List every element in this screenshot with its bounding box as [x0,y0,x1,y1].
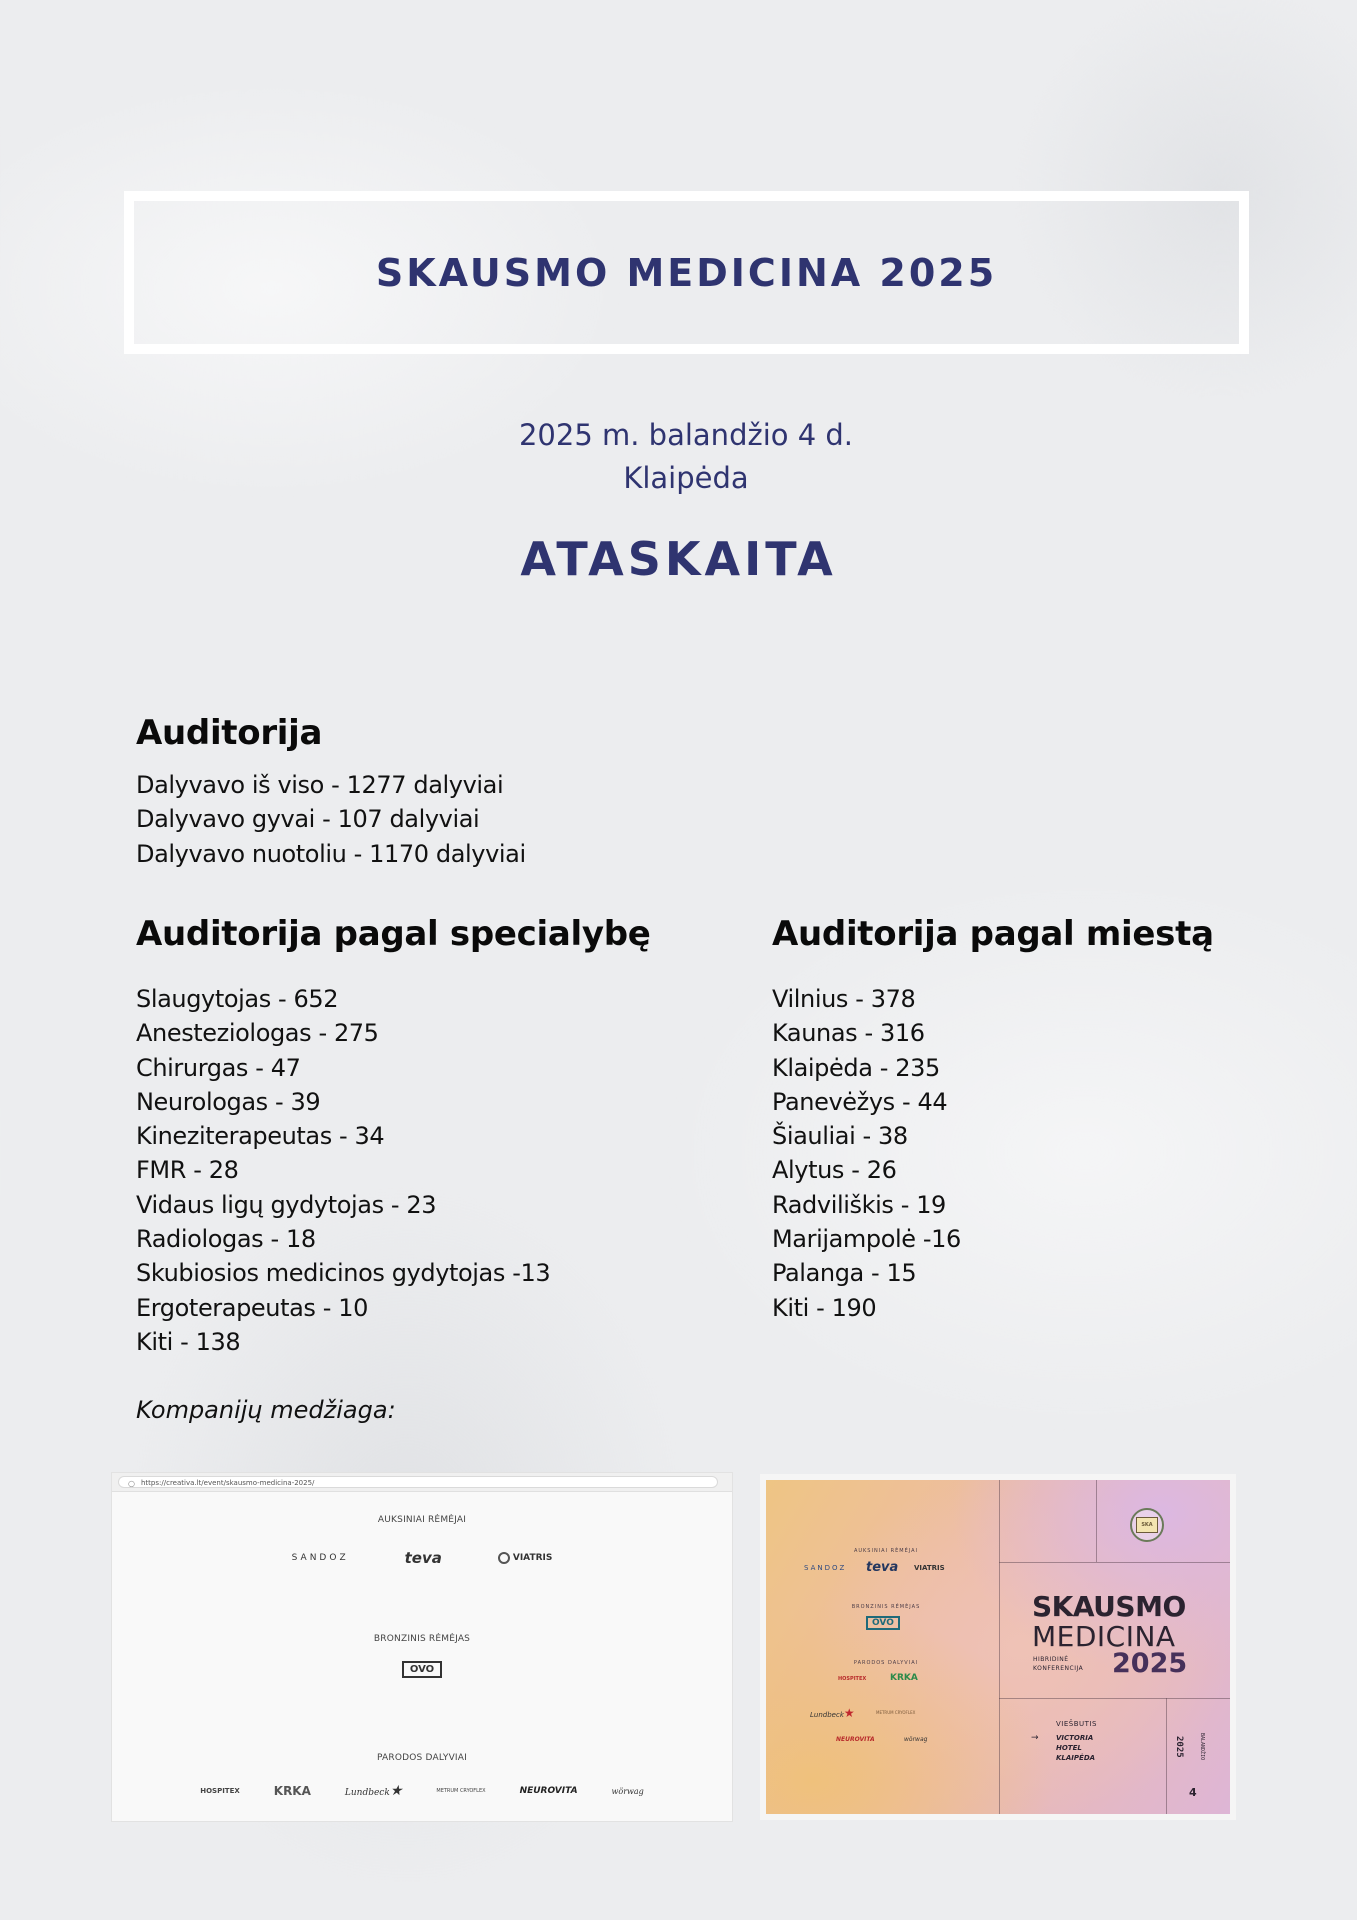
poster-vertical-year-text: 2025 [1174,1736,1184,1758]
title-frame [124,191,1249,354]
poster-teva-logo: teva [866,1560,899,1575]
teva-logo: teva [404,1549,442,1567]
poster-vertical-month [1191,1712,1205,1782]
poster-worwag-logo: wörwag [904,1736,928,1743]
audience-total: Dalyvavo iš viso - 1277 dalyviai [136,771,504,799]
list-item: Ergoterapeutas - 10 [136,1293,368,1322]
poster-vertical-year [1172,1712,1184,1782]
poster-venue-line1: VICTORIA [1056,1734,1094,1742]
poster-ovo-logo: OVO [866,1616,900,1630]
list-item: Radviliškis - 19 [772,1190,946,1219]
audience-live: Dalyvavo gyvai - 107 dalyviai [136,805,480,834]
poster-venue-line3: KLAIPĖDA [1056,1754,1096,1762]
list-item: Kiti - 190 [772,1293,877,1322]
poster-subtitle [1033,1655,1083,1673]
poster-divider [1096,1480,1097,1562]
poster-subtitle-line1: HIBRIDINĖ [1033,1656,1069,1663]
poster-vertical-month-text: BALANDŽIO [1199,1733,1205,1761]
poster-sandoz-logo: SANDOZ [804,1564,847,1572]
star-icon: ★ [843,1706,855,1720]
gold-sponsors-label: AUKSINIAI RĖMĖJAI [377,1515,467,1525]
bronze-sponsor-row [112,1661,732,1678]
bronze-sponsor-label: BRONZINIS RĖMĖJAS [373,1634,471,1644]
poster-divider [999,1480,1000,1820]
poster-gold-label: AUKSINIAI RĖMĖJAI [853,1548,919,1554]
viatris-logo [498,1552,552,1564]
gold-sponsors-row [112,1549,732,1567]
audience-heading: Auditorija [136,713,323,753]
list-item: Skubiosios medicinos gydytojas -13 [136,1259,551,1288]
url-bar [118,1476,718,1488]
poster-exhibitors-label: PARODOS DALYVIAI [853,1660,919,1666]
poster-metrum-logo: METRUM CRYOFLEX [876,1710,916,1715]
specialty-heading: Auditorija pagal specialybę [136,914,651,954]
viatris-mark-icon [498,1552,510,1564]
poster-viatris-logo: VIATRIS [914,1564,945,1572]
poster-venue-line2: HOTEL [1056,1744,1082,1752]
lundbeck-logo-text: Lundbeck [344,1788,390,1798]
krka-logo: KRKA [273,1784,311,1798]
worwag-logo: wörwag [611,1786,644,1796]
event-date: 2025 m. balandžio 4 d. [518,418,854,452]
poster-lundbeck-logo [810,1706,855,1720]
poster-divider [999,1562,1230,1563]
city-list [772,982,961,1325]
lundbeck-logo [345,1783,402,1799]
ovo-logo: OVO [402,1661,442,1678]
event-city: Klaipėda [623,461,749,495]
poster-venue [1056,1733,1095,1763]
list-item: Vilnius - 378 [772,985,916,1013]
lock-icon: ○ [128,1479,135,1488]
website-screenshot [112,1473,732,1821]
exhibitors-label: PARODOS DALYVIAI [376,1753,467,1763]
list-item: Neurologas - 39 [136,1087,321,1116]
list-item: Slaugytojas - 652 [136,985,339,1013]
list-item: Kiti - 138 [136,1327,241,1356]
poster-bronze-label: BRONZINIS RĖMĖJAS [851,1604,921,1610]
viatris-logo-text: VIATRIS [512,1553,553,1563]
poster-divider [999,1698,1230,1699]
list-item: Panevėžys - 44 [772,1087,948,1116]
poster-lundbeck-logo-text: Lundbeck [810,1711,844,1719]
poster-venue-label: VIEŠBUTIS [1056,1720,1097,1728]
list-item: Kaunas - 316 [772,1019,925,1048]
exhibitors-row [112,1783,732,1799]
poster-vertical-day: 4 [1189,1786,1197,1799]
report-title: ATASKAITA [520,532,837,586]
list-item: Chirurgas - 47 [136,1053,301,1082]
poster-image [760,1474,1236,1820]
star-icon: ★ [389,1783,403,1799]
audience-list [136,768,526,871]
url-text: https://creativa.lt/event/skausmo-medicina-2025/ [141,1479,315,1487]
list-item: Anesteziologas - 275 [136,1019,379,1048]
metrum-logo: METRUM CRYOFLEX [436,1788,486,1794]
seal-text: SKA [1136,1517,1158,1533]
sandoz-logo: SANDOZ [291,1553,349,1563]
poster-hospitex-logo: HOSPITEX [838,1676,867,1682]
list-item: Marijampolė -16 [772,1225,961,1254]
list-item: Alytus - 26 [772,1156,897,1185]
list-item: FMR - 28 [136,1156,239,1185]
poster-subtitle-line2: KONFERENCIJA [1033,1665,1084,1672]
page-title: SKAUSMO MEDICINA 2025 [375,250,998,295]
poster-title-line2: MEDICINA [1032,1620,1176,1653]
list-item: Palanga - 15 [772,1259,917,1288]
poster-title-line1: SKAUSMO [1032,1590,1186,1623]
poster-neurovita-logo: NEUROVITA [836,1736,875,1743]
poster-divider [1166,1698,1167,1820]
browser-bar [112,1473,732,1492]
list-item: Kineziterapeutas - 34 [136,1122,385,1151]
arrow-right-icon: → [1031,1733,1039,1743]
society-seal-icon [1130,1508,1164,1542]
list-item: Šiauliai - 38 [772,1122,908,1151]
city-heading: Auditorija pagal miestą [772,914,1214,954]
specialty-list [136,982,550,1359]
hospitex-logo: HOSPITEX [200,1787,240,1795]
neurovita-logo: NEUROVITA [519,1786,578,1796]
audience-remote: Dalyvavo nuotoliu - 1170 dalyviai [136,839,526,868]
poster-year: 2025 [1112,1648,1188,1679]
poster-krka-logo: KRKA [890,1673,918,1683]
companies-label: Kompanijų medžiaga: [136,1396,396,1424]
list-item: Vidaus ligų gydytojas - 23 [136,1190,437,1219]
list-item: Radiologas - 18 [136,1225,316,1254]
list-item: Klaipėda - 235 [772,1053,940,1082]
